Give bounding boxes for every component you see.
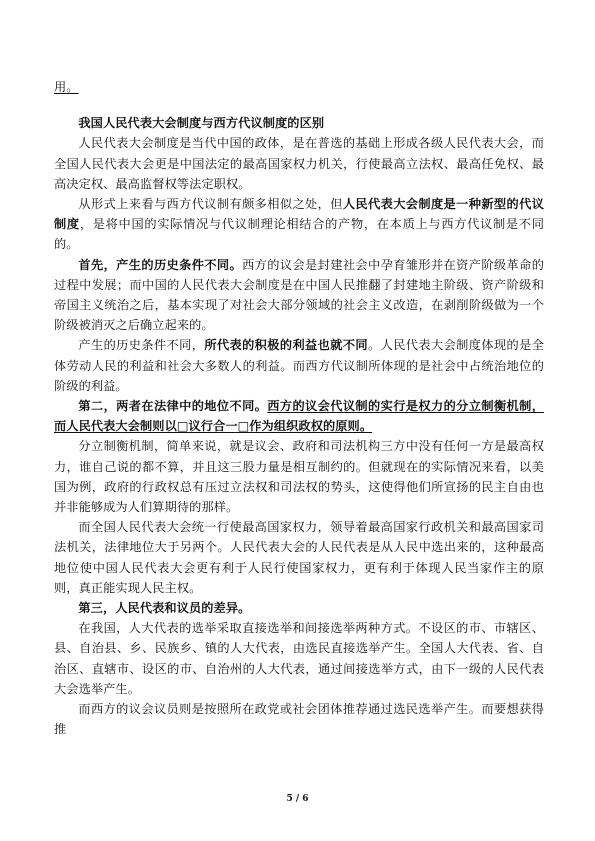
paragraph-5-bold-underlined: 西方的议会代议制的实行是权力的分立制衡机制，而人民代表大会制则以□议行合一□作为组织政权的原则。	[54, 399, 545, 434]
page-number: 5 / 6	[286, 794, 309, 804]
paragraph-3-bold: 首先，产生的历史条件不同。	[78, 257, 243, 272]
top-fragment	[54, 77, 544, 97]
paragraph-6: 分立制衡机制，简单来说，就是议会、政府和司法机构三方中没有任何一方是最高权力，谁自己说的都不算，并且这三股力量是相互制约的。但就现在的实际情况来看，以美国为例，政府的行政权总有压过立法权和司法权的势头，这使得他们所宣扬的民主自由也并非能够成为人们算期待的那样。	[54, 439, 544, 515]
paragraph-2-bold: 人民代表大会制度是一种新型的代议制度	[54, 197, 544, 232]
paragraph-5	[54, 396, 544, 436]
paragraph-2-text-a: 从形式上来看与西方代议制有颇多相似之处，但	[78, 197, 343, 212]
spacer	[54, 97, 544, 113]
paragraph-3-text: 西方的议会是封建社会中孕育雏形并在资产阶级革命的过程中发展；而中国的人民代表大会制度是在中国人民推翻了封建地主阶级、资产阶级和帝国主义统治之后，基本实现了对社会大部分领域的社会主义改造，在剥削阶级做为一个阶级被消灭之后确立起来的。	[54, 257, 544, 333]
paragraph-3	[54, 255, 544, 336]
paragraph-4-bold: 所代表的积极的利益也就不同	[204, 338, 369, 353]
paragraph-7: 而全国人民代表大会统一行使最高国家权力，领导着最高国家行政机关和最高国家司法机关，法律地位大于另两个。人民代表大会的人民代表是从人民中选出来的，这种最高地位使中国人民代表大会更有利于人民行使国家权力，更有利于体现人民当家作主的原则，真正能实现人民主权。	[54, 520, 544, 595]
paragraph-8-heading: 第三，人民代表和议员的差异。	[78, 601, 251, 616]
paragraph-1: 人民代表大会制度是当代中国的政体，是在普选的基础上形成各级人民代表大会，而全国人民代表大会更是中国法定的最高国家权力机关，行使最高立法权、最高任免权、最高决定权、最高监督权等法定职权。	[54, 136, 544, 191]
top-fragment-text: 用。	[54, 80, 79, 94]
paragraph-4	[54, 335, 544, 396]
paragraph-2	[54, 194, 544, 255]
paragraph-9: 在我国，人大代表的选举采取直接选举和间接选举两种方式。不设区的市、市辖区、县、自治县、乡、民族乡、镇的人大代表，由选民直接选举产生。全国人大代表、省、自治区、直辖市、设区的市、自治州的人大代表，通过间接选举方式，由下一级的人民代表大会选举产生。	[54, 621, 544, 696]
section-heading: 我国人民代表大会制度与西方代议制度的区别	[78, 116, 325, 131]
paragraph-4-text-a: 产生的历史条件不同，	[78, 338, 205, 353]
page-content	[54, 77, 544, 740]
paragraph-2-text-c: ，是将中国的实际情况与代议制理论相结合的产物，在本质上与西方代议制是不同的。	[54, 217, 544, 252]
paragraph-10: 而西方的议会议员则是按照所在政党或社会团体推荐通过选民选举产生。而要想获得推	[54, 702, 544, 737]
paragraph-5-bold: 第二，两者在法律中的地位不同。	[78, 399, 268, 414]
paragraph-4-text-c: 。人民代表大会制度体现的是全体劳动人民的利益和社会大多数人的利益。而西方代议制所体现的是社会中占统治地位的阶级的利益。	[54, 338, 544, 393]
